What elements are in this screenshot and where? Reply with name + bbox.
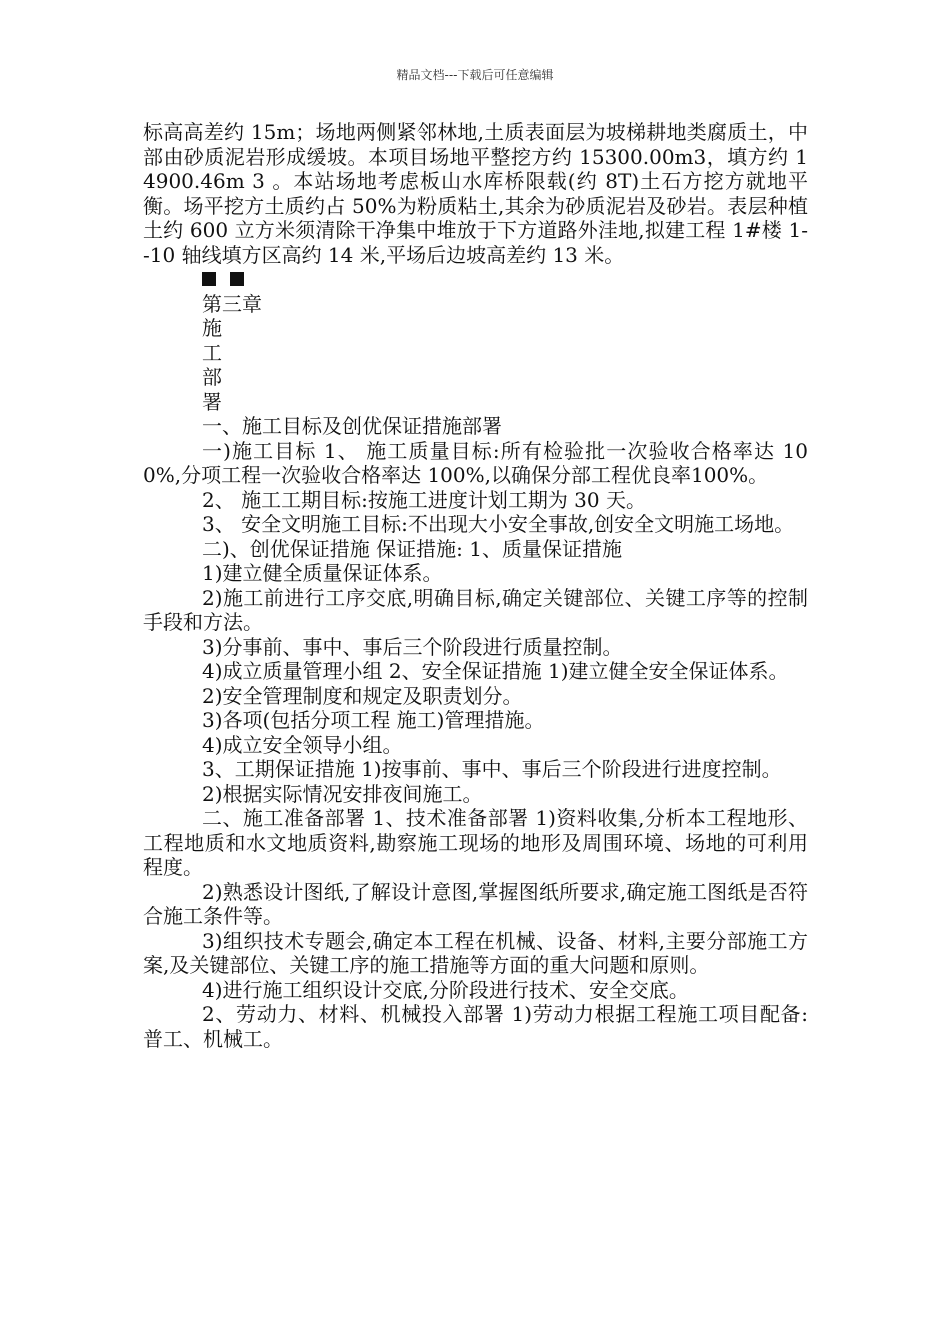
paragraph: 2、劳动力、材料、机械投入部署 1)劳动力根据工程施工项目配备:普工、机械工。 <box>143 1002 808 1051</box>
paragraph: 4)成立质量管理小组 2、安全保证措施 1)建立健全安全保证体系。 <box>202 659 789 683</box>
paragraph: 2)施工前进行工序交底,明确目标,确定关键部位、关键工序等的控制手段和方法。 <box>143 585 808 634</box>
paragraph: 2)根据实际情况安排夜间施工。 <box>202 781 483 806</box>
chapter-title-char: 施 <box>202 316 222 340</box>
paragraph: 二)、创优保证措施 保证措施: 1、质量保证措施 <box>202 536 622 561</box>
paragraph: 1)建立健全质量保证体系。 <box>202 561 443 585</box>
page-header: 精品文档---下载后可任意编辑 <box>396 68 554 82</box>
paragraph: 4)进行施工组织设计交底,分阶段进行技术、安全交底。 <box>202 977 689 1002</box>
section-heading: 二、施工准备部署 1、技术准备部署 1)资料收集,分析本工程地形、工程地质和水文地质资料,勘察施工现场的地形及周围环境、场地的可利用程度。 <box>143 806 808 879</box>
chapter-title-char: 署 <box>202 389 222 414</box>
decorative-squares <box>143 267 808 292</box>
square-icon <box>230 272 244 286</box>
paragraph: 4)成立安全领导小组。 <box>202 732 403 757</box>
paragraph: 3、 安全文明施工目标:不出现大小安全事故,创安全文明施工场地。 <box>202 512 795 536</box>
section-heading: 一、施工目标及创优保证措施部署 <box>202 414 502 438</box>
paragraph: 3、工期保证措施 1)按事前、事中、事后三个阶段进行进度控制。 <box>202 757 782 781</box>
paragraph: 3)分事前、事中、事后三个阶段进行质量控制。 <box>202 634 623 659</box>
paragraph-site-description: 标高高差约 15m；场地两侧紧邻林地,土质表面层为坡梯耕地类腐质土，中部由砂质泥岩形成缓坡。本项目场地平整挖方约 15300.00m3，填方约 14900.46m 3 。本站场地考虑板山水库桥限载(约 8T)土石方挖方就地平衡。场平挖方土质约占 50%为粉质粘土,其余为砂质泥岩及砂岩。表层种植土约 600 立方米须清除干净集中堆放于下方道路外洼地,拟建工程 1#楼 1--10 轴线填方区高约 14 米,平场后边坡高差约 13 米。 <box>143 120 808 267</box>
paragraph: 3)组织技术专题会,确定本工程在机械、设备、材料,主要分部施工方案,及关键部位、关键工序的施工措施等方面的重大问题和原则。 <box>143 928 808 977</box>
paragraph: 2、 施工工期目标:按施工进度计划工期为 30 天。 <box>202 487 646 512</box>
paragraph: 一)施工目标 1、 施工质量目标:所有检验批一次验收合格率达 100%,分项工程一次验收合格率达 100%,以确保分部工程优良率100%。 <box>143 438 808 487</box>
paragraph: 3)各项(包括分项工程 施工)管理措施。 <box>202 708 545 732</box>
chapter-heading: 第三章 <box>202 291 262 316</box>
paragraph: 2)安全管理制度和规定及职责划分。 <box>202 683 523 708</box>
chapter-title-char: 部 <box>202 365 222 389</box>
paragraph: 2)熟悉设计图纸,了解设计意图,掌握图纸所要求,确定施工图纸是否符合施工条件等。 <box>143 879 808 928</box>
document-body <box>143 120 808 1051</box>
chapter-title-char: 工 <box>202 340 222 365</box>
square-icon <box>202 272 216 286</box>
